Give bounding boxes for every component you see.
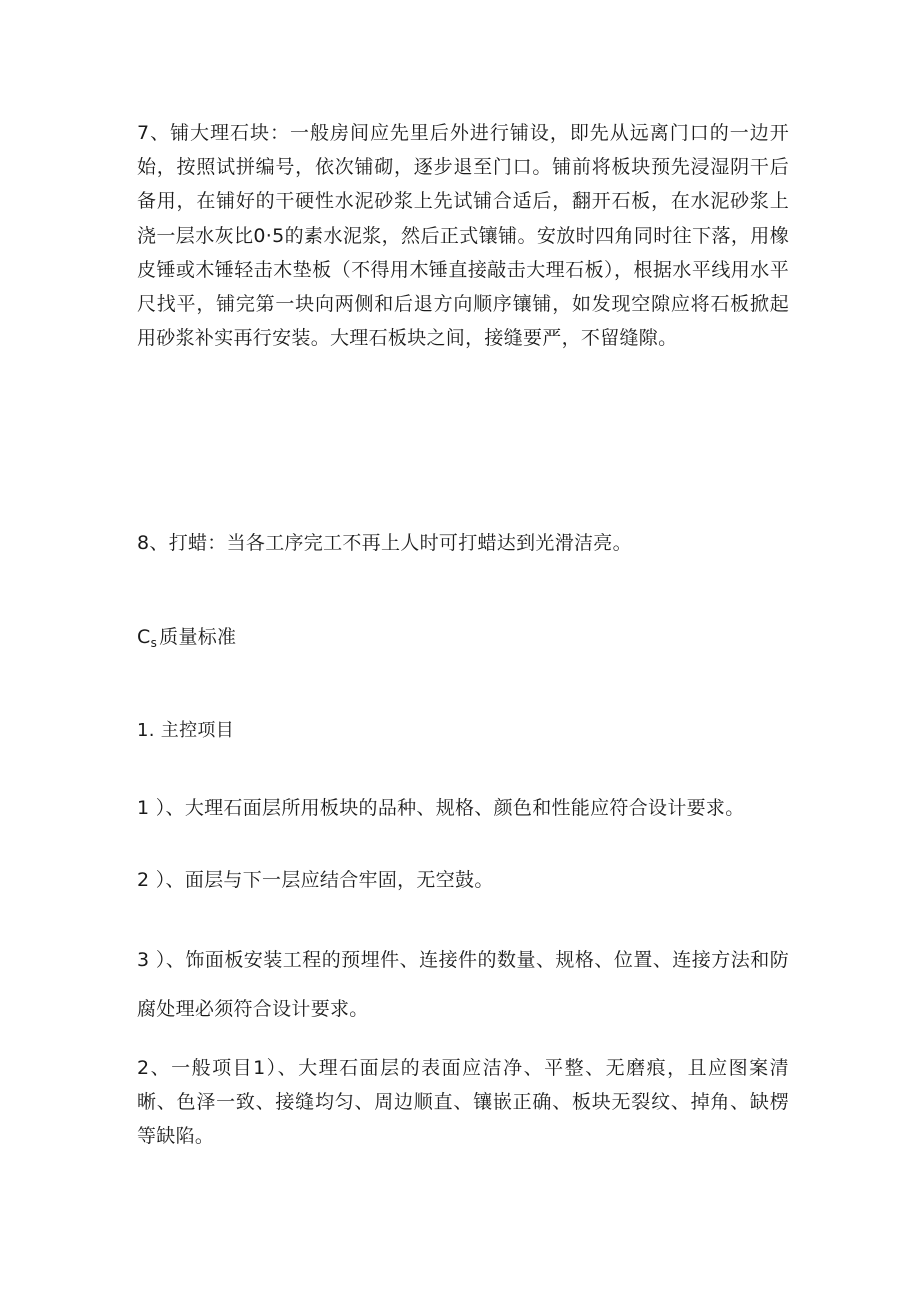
list-item: 2 ）、面层与下一层应结合牢固，无空鼓。	[137, 869, 494, 891]
paragraph-general-items: 2、一般项目1）、大理石面层的表面应洁净、平整、无磨痕，且应图案清晰、色泽一致、接缝均匀、周边顺直、镶嵌正确、板块无裂纹、掉角、缺楞等缺陷。	[137, 1057, 789, 1147]
list-item: 3 ）、饰面板安装工程的预埋件、连接件的数量、规格、位置、连接方法和防腐处理必须符合设计要求。	[137, 949, 789, 1020]
section-heading-subscript: s	[150, 636, 158, 650]
paragraph-7: 7、铺大理石块：一般房间应先里后外进行铺设，即先从远离门口的一边开始，按照试拼编号，依次铺砌，逐步退至门口。铺前将板块预先浸湿阴干后备用，在铺好的干硬性水泥砂浆上先试铺合适后，翻开石板，在水泥砂浆上浇一层水灰比0·5的素水泥浆，然后正式镶铺。安放时四角同时往下落，用橡皮锤或木锤轻击木垫板（不得用木锤直接敲击大理石板），根据水平线用水平尺找平，铺完第一块向两侧和后退方向顺序镶铺，如发现空隙应将石板掀起用砂浆补实再行安装。大理石板块之间，接缝要严，不留缝隙。	[137, 122, 789, 350]
list-item: 1 ）、大理石面层所用板块的品种、规格、颜色和性能应符合设计要求。	[137, 797, 745, 819]
paragraph-8: 8、打蜡：当各工序完工不再上人时可打蜡达到光滑洁亮。	[137, 532, 632, 554]
subheading-main-control-items: 1. 主控项目	[137, 720, 234, 741]
section-heading-text: 质量标准	[159, 626, 237, 648]
section-heading	[137, 620, 789, 660]
section-heading-letter: C	[137, 626, 151, 648]
